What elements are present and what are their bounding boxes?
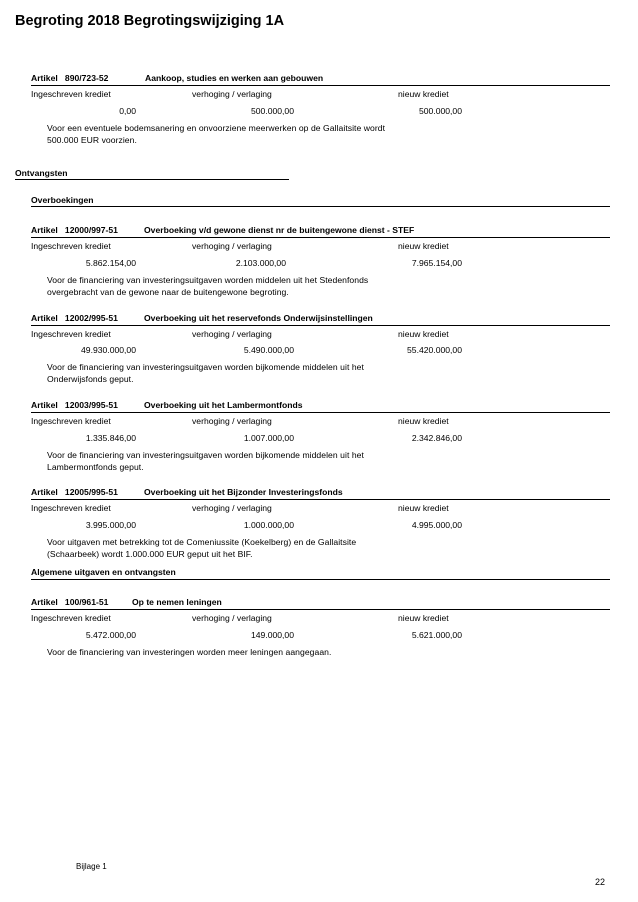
value-ingeschreven: 5.472.000,00 [85,630,136,640]
value-nieuw: 4.995.000,00 [411,520,462,530]
article-note [47,123,385,146]
column-ingeschreven: Ingeschreven krediet [31,503,111,513]
article-label: Artikel [31,73,58,83]
article-description: Op te nemen leningen [132,597,222,607]
article-description: Overboeking uit het Lambermontfonds [144,400,303,410]
article-note [47,647,331,659]
note-line: Voor de financiering van investeringsuitgaven worden bijkomende middelen uit het [47,362,364,372]
article-description: Aankoop, studies en werken aan gebouwen [145,73,324,83]
article-label: Artikel [31,400,58,410]
column-verhoging: verhoging / verlaging [192,613,272,623]
article-label: Artikel [31,487,58,497]
article-header [31,597,222,607]
note-line: Onderwijsfonds geput. [47,373,134,384]
value-ingeschreven: 1.335.846,00 [85,433,136,443]
page-title: Begroting 2018 Begrotingswijziging 1A [15,13,285,29]
column-verhoging: verhoging / verlaging [192,416,272,426]
value-nieuw: 55.420.000,00 [407,345,462,355]
value-nieuw: 2.342.846,00 [411,433,462,443]
note-line: Voor een eventuele bodemsanering en onvoorziene meerwerken op de Gallaitsite wordt [47,123,386,133]
note-line: Voor de financiering van investeringen worden meer leningen aangegaan. [47,647,332,657]
footer-bijlage: Bijlage 1 [76,862,107,871]
value-verhoging: 2.103.000,00 [235,258,286,268]
note-line: Voor uitgaven met betrekking tot de Comeniussite (Koekelberg) en de Gallaitsite [47,537,357,547]
column-verhoging: verhoging / verlaging [192,241,272,251]
article-header [31,313,373,323]
article-code: 12005/995-51 [64,487,118,497]
article-header [31,73,324,83]
section-rule [15,179,289,180]
column-nieuw: nieuw krediet [398,241,449,251]
article-code: 12002/995-51 [64,313,118,323]
article-note [47,450,364,473]
article-note [47,275,368,298]
note-line: Voor de financiering van investeringsuitgaven worden bijkomende middelen uit het [47,450,364,460]
value-ingeschreven: 0,00 [119,106,136,116]
article-rule [31,609,610,610]
page-number: 22 [594,877,605,887]
subsection-rule [31,206,610,207]
article-note [47,362,364,385]
article-header [31,225,415,235]
column-nieuw: nieuw krediet [398,416,449,426]
article-code: 12000/997-51 [64,225,118,235]
column-verhoging: verhoging / verlaging [192,503,272,513]
article-label: Artikel [31,225,58,235]
article-description: Overboeking uit het Bijzonder Investeringsfonds [144,487,343,497]
article-code: 890/723-52 [64,73,109,83]
value-ingeschreven: 3.995.000,00 [85,520,136,530]
value-verhoging: 500.000,00 [250,106,294,116]
article-header [31,487,343,497]
article-description: Overboeking v/d gewone dienst nr de buitengewone dienst - STEF [144,225,415,235]
article-label: Artikel [31,313,58,323]
article-label: Artikel [31,597,58,607]
note-line: 500.000 EUR voorzien. [47,134,137,145]
subsection-rule [31,579,610,580]
article-code: 100/961-51 [64,597,109,607]
note-line: overgebracht van de gewone naar de buitengewone begroting. [47,286,289,297]
value-ingeschreven: 5.862.154,00 [85,258,136,268]
column-ingeschreven: Ingeschreven krediet [31,416,111,426]
column-nieuw: nieuw krediet [398,503,449,513]
column-ingeschreven: Ingeschreven krediet [31,329,111,339]
value-nieuw: 5.621.000,00 [411,630,462,640]
article-rule [31,85,610,86]
note-line: Lambermontfonds geput. [47,461,144,472]
article-description: Overboeking uit het reservefonds Onderwijsinstellingen [144,313,373,323]
article-note [47,537,356,560]
value-verhoging: 1.000.000,00 [243,520,294,530]
column-ingeschreven: Ingeschreven krediet [31,241,111,251]
value-verhoging: 5.490.000,00 [243,345,294,355]
value-verhoging: 1.007.000,00 [243,433,294,443]
column-ingeschreven: Ingeschreven krediet [31,613,111,623]
article-header [31,400,303,410]
column-verhoging: verhoging / verlaging [192,89,272,99]
article-rule [31,325,610,326]
value-verhoging: 149.000,00 [250,630,294,640]
value-nieuw: 7.965.154,00 [411,258,462,268]
column-ingeschreven: Ingeschreven krediet [31,89,111,99]
subsection-algemene: Algemene uitgaven en ontvangsten [31,567,176,577]
column-nieuw: nieuw krediet [398,329,449,339]
column-nieuw: nieuw krediet [398,613,449,623]
note-line: Voor de financiering van investeringsuitgaven worden middelen uit het Stedenfonds [47,275,369,285]
article-rule [31,499,610,500]
section-ontvangsten: Ontvangsten [15,168,68,178]
article-rule [31,412,610,413]
note-line: (Schaarbeek) wordt 1.000.000 EUR geput uit het BIF. [47,548,253,559]
value-nieuw: 500.000,00 [418,106,462,116]
column-verhoging: verhoging / verlaging [192,329,272,339]
value-ingeschreven: 49.930.000,00 [81,345,136,355]
subsection-overboekingen: Overboekingen [31,195,94,205]
article-code: 12003/995-51 [64,400,118,410]
article-rule [31,237,610,238]
column-nieuw: nieuw krediet [398,89,449,99]
